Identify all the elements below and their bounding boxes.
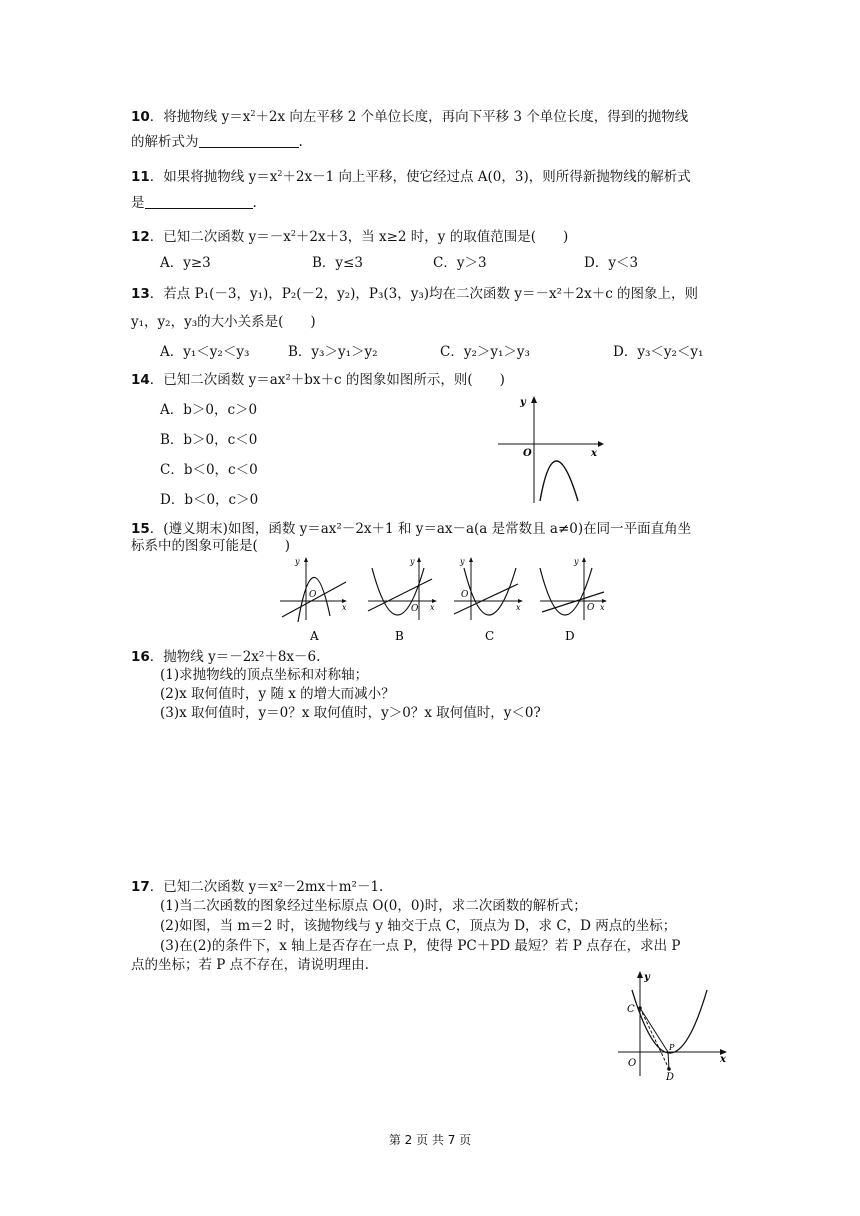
q15-text: ．(遵义期末)如图，函数 y＝ax²－2x＋1 和 y＝ax－a(a 是常数且 a≠0)在同一平面直角坐 [149,521,692,537]
q12-text-b: ＋2x＋3，当 x≥2 时，y 的取值范围是( ) [295,229,569,245]
q15-label-d: D [565,629,575,643]
q16-line1 [131,649,320,665]
q17-c-label: C [627,1004,635,1015]
q15-c-y-arrow [469,557,473,562]
q16-sub-3: (3)x 取何值时，y＝0？x 取何值时，y＞0？x 取何值时，y＜0? [160,705,541,721]
q10-number: 10 [131,109,150,125]
q12-text-a: ．已知二次函数 y＝－x [149,229,291,245]
q15-a-o-label: O [309,590,317,600]
q15-d-x-label: x [600,603,605,612]
q15-label-c: C [485,629,495,643]
q13-text: ．若点 P₁(－3，y₁)，P₂(－2，y₂)，P₃(3，y₃)均在二次函数 y＝－x²＋2x＋c 的图象上，则 [149,286,699,302]
q10-line1: 10．将抛物线 $y=x^2+2x$ 向左平移 2 个单位长度，再向下平移 3 个单位长度，得到的抛物线 [131,109,689,125]
q15-b-y-label: y [410,557,415,566]
q14-parabola-graph [490,393,610,505]
q15-c-y-label: y [460,557,465,566]
q15-a-x-label: x [342,603,347,612]
q11-number: 11 [131,169,150,185]
q17-text: ．已知二次函数 y＝x²－2mx＋m²－1. [149,879,384,895]
q17-line1 [131,879,383,895]
q14-line1 [131,372,505,388]
q10-text-a: ．将抛物线 y＝x [149,109,251,125]
q11-text-b: ＋2x－1 向上平移，使它经过点 A(0，3)，则所得新抛物线的解析式 [282,169,691,185]
q14-text: ．已知二次函数 y＝ax²＋bx＋c 的图象如图所示，则( ) [149,372,505,388]
q15-line1 [131,521,691,537]
q17-parabola-graph [612,968,732,1082]
q14-option-c[interactable]: C．b＜0，c＜0 [160,462,258,478]
q12-line1: 12．已知二次函数 $y=-x^2+2x+3$，当 x≥2 时，y 的取值范围是( ) [131,229,569,245]
q11-period: . [252,195,257,211]
q16-number: 16 [131,649,150,665]
q11-text-a: ．如果将抛物线 y＝x [149,169,278,185]
q12-option-a[interactable]: A．y≥3 [160,255,211,271]
q14-origin-label: O [523,448,532,459]
q15-c-parabola [464,568,516,615]
q15-number: 15 [131,521,150,537]
q15-c-o-label: O [461,590,469,600]
q15-a-y-arrow [304,557,308,562]
q12-option-b[interactable]: B．y≤3 [312,255,363,271]
q12-option-d[interactable]: D．y＜3 [584,255,639,271]
q11-answer-label: 是 [131,195,145,211]
q15-label-b: B [395,629,404,643]
q14-option-b[interactable]: B．b＞0，c＜0 [160,432,258,448]
q17-segment-cp [640,1008,668,1052]
q14-x-arrow [598,441,604,447]
q17-p-label: P [669,1043,675,1052]
q14-parabola [540,461,578,501]
q12-number: 12 [131,229,150,245]
q13-number: 13 [131,286,150,302]
q15-graph-a[interactable] [280,557,347,643]
q15-line2: 标系中的图象可能是( ) [131,538,291,554]
q13-line2: y₁，y₂，y₃的大小关系是( ) [131,314,316,330]
q12-option-c[interactable]: C．y＞3 [433,255,487,271]
q11-answer-blank[interactable] [145,196,253,209]
q15-d-y-label: y [574,557,579,566]
q13-option-a[interactable]: A．y₁＜y₂＜y₃ [160,344,250,360]
q10-period: . [298,134,303,150]
q15-options-graphs [278,554,608,644]
q17-point-d [667,1067,671,1071]
q17-dashed-cd [640,1008,669,1069]
q11-line1: 11．如果将抛物线 $y=x^2+2x-1$ 向上平移，使它经过点 A(0，3)，则所得新抛物线的解析式 [131,169,691,185]
q15-c-x-label: x [516,603,521,612]
q17-x-label: x [720,1054,726,1065]
q13-option-b[interactable]: B．y₃＞y₁＞y₂ [288,344,378,360]
page-footer: 第 2 页 共 7 页 [388,1133,472,1147]
q17-y-label: y [644,972,650,983]
q15-b-line [368,579,432,611]
q14-y-label: y [520,397,526,408]
q14-y-arrow [531,396,537,403]
q15-d-y-arrow [582,557,586,562]
q14-x-label: x [591,448,597,459]
q13-line1 [131,286,698,302]
q15-label-a: A [310,629,319,643]
q17-sub-3-cont: 点的坐标；若 P 点不存在，请说明理由. [131,957,369,973]
q14-option-d[interactable]: D．b＜0，c＞0 [160,492,259,508]
q17-o-label: O [628,1058,637,1069]
q17-number: 17 [131,879,150,895]
q10-text-b: ＋2x 向左平移 2 个单位长度，再向下平移 3 个单位长度，得到的抛物线 [255,109,689,125]
q16-sub-2: (2)x 取何值时，y 随 x 的增大而减小？ [160,686,395,702]
q10-answer-blank[interactable] [199,135,299,148]
q15-graph-c[interactable] [454,557,523,643]
q14-number: 14 [131,372,150,388]
q15-b-y-arrow [417,557,421,562]
q15-a-y-label: y [295,557,300,566]
q17-d-label: D [666,1072,675,1082]
q16-sub-1: (1)求抛物线的顶点坐标和对称轴； [160,667,369,683]
q16-text: ．抛物线 y＝－2x²＋8x－6. [149,649,321,665]
q15-b-x-label: x [430,603,435,612]
q15-b-o-label: O [411,604,419,614]
q10-answer-label: 的解析式为 [131,134,199,150]
q13-option-d[interactable]: D．y₃＜y₂＜y₁ [613,344,704,360]
q14-option-a[interactable]: A．b＞0，c＞0 [160,402,258,418]
q15-d-o-label: O [587,603,595,613]
q17-point-c [638,1006,642,1010]
q11-line2 [131,195,257,211]
q17-sub-2: (2)如图，当 m＝2 时，该抛物线与 y 轴交于点 C，顶点为 D，求 C，D 两点的坐标； [160,918,677,934]
q17-sub-3: (3)在(2)的条件下，x 轴上是否存在一点 P，使得 PC＋PD 最短？若 P 点存在，求出 P [160,938,681,954]
q15-graph-b[interactable] [368,557,437,643]
q17-y-arrow [637,971,643,978]
q17-sub-1: (1)当二次函数的图象经过坐标原点 O(0，0)时，求二次函数的解析式； [160,898,587,914]
q17-segment-pd [668,1052,669,1069]
q15-graph-d[interactable] [540,557,607,643]
q10-line2 [131,134,303,150]
q13-option-c[interactable]: C．y₂＞y₁＞y₃ [440,344,530,360]
